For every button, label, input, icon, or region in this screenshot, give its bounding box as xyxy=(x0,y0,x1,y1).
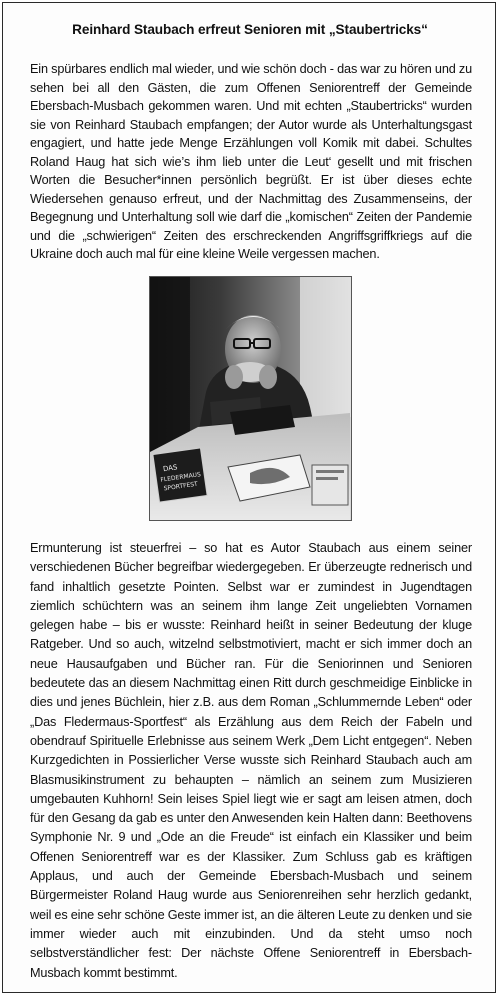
article-paragraph-1: Ein spürbares endlich mal wieder, und wie schön doch - das war zu hören und zu sehen bei all den Gästen, die zum Offenen Seniorentreff der Gemeinde Ebersbach-Musbach gekommen waren. Und mit echten „Staubertricks“ wurden sie von Reinhard Staubach empfangen; der Autor wurde als Unterhaltungsgast engagiert, und hatte jede Menge Erzählungen voll Komik mit dabei. Schultes Roland Haug hat sich wie’s ihm lieb unter die Leut‘ gesellt und mit frischen Worten die Besucher*innen persönlich begrüßt. Er ist über dieses echte Wiedersehen genauso erfreut, und der Nachmittag des Zusammenseins, der Begegnung und Unterhaltung soll wie darf die „komischen“ Zeiten der Pandemie und die „schwierigen“ Zeiten des erschreckenden Angriffsgriffkriegs auf die Ukraine doch auch mal für eine kleine Weile vergessen machen. xyxy=(30,62,472,262)
svg-text:DAS: DAS xyxy=(162,463,178,474)
svg-text:FLEDERMAUS: FLEDERMAUS xyxy=(160,471,202,484)
article-headline: Reinhard Staubach erfreut Senioren mit „Staubertricks“ xyxy=(72,22,428,37)
article-photo xyxy=(149,276,352,521)
svg-text:SPORTFEST: SPORTFEST xyxy=(163,480,199,493)
article-paragraph-2: Ermunterung ist steuerfrei – so hat es Autor Staubach aus einem seiner verschiedenen Bücher begreifbar wiedergegeben. Er überzeugte rednerisch und fand inhaltlich gesetzte Pointen. Selbst war er zumindest in Jugendtagen ziemlich schüchtern was an seinem ihm lange Zeit ungeliebten Vornamen gelegen habe – bis er wusste: Reinhard heißt in seiner Bedeutung der kluge Ratgeber. Und so auch, witzelnd selbstmotiviert, macht er sich immer doch an neue Hausaufgaben und Bücher ran. Für die Seniorinnen und Senioren bedeutete das an diesem Nachmittag einen Ritt durch geschmeidige Einblicke in dies und jenes Büchlein, hier z.B. aus dem Roman „Schlummernde Leben“ oder „Das Fledermaus-Sportfest“ als Erzählung aus dem Reich der Fabeln und obendrauf Spirituelle Erlebnisse aus seinem Werk „Dem Licht entgegen“. Neben Kurzgedichten in Possierlicher Verse wusste sich Reinhard Staubach auch am Blasmusikinstrument zu behaupten – nämlich an seinem zum Musizieren umgebauten Kuhhorn! Sein leises Spiel liegt wie er sagt am leisen atmen, doch für den Gesang da gab es unter den Anwesenden kein Halten dann: Beethovens Symphonie Nr. 9 und „Ode an die Freude“ ist einfach ein Klassiker und beim Offenen Seniorentreff war es der Klassiker. Zum Schluss gab es kräftigen Applaus, und auch der Gemeinde Ebersbach-Musbach und seinem Bürgermeister Roland Haug wurde aus Seniorenreihen sehr herzlich gedankt, weil es eine sehr schöne Geste immer ist, an die älteren Leute zu denken und sie immer wieder auch mit einzubinden. Und da steht umso noch selbstverständlicher fest: Der nächste Offene Seniorentreff in Ebersbach-Musbach kommt bestimmt. xyxy=(30,541,472,980)
